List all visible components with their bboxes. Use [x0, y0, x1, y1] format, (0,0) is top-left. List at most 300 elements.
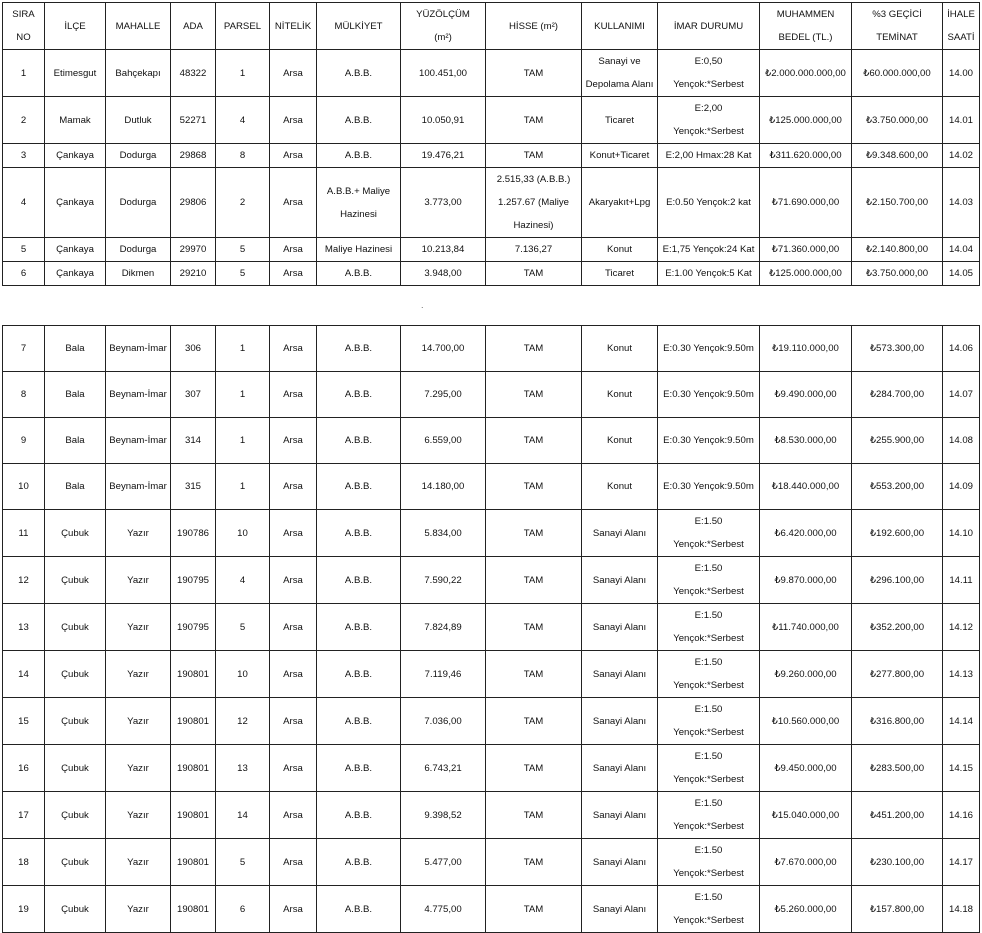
cell-nitelik: Arsa — [270, 745, 317, 792]
cell-hisse: TAM — [486, 698, 582, 745]
header-cell: NİTELİK — [270, 3, 317, 50]
cell-ilce: Çubuk — [45, 698, 106, 745]
cell-ada: 29210 — [171, 262, 216, 286]
cell-saat: 14.16 — [943, 792, 980, 839]
cell-mulkiyet: A.B.B. — [317, 604, 401, 651]
cell-hisse: TAM — [486, 604, 582, 651]
cell-bedel: ₺9.260.000,00 — [760, 651, 852, 698]
cell-nitelik: Arsa — [270, 372, 317, 418]
cell-bedel: ₺18.440.000,00 — [760, 464, 852, 510]
cell-teminat: ₺2.140.800,00 — [852, 238, 943, 262]
separator-dot: . — [421, 300, 424, 310]
cell-imar: E:1.50 Yençok:*Serbest — [658, 792, 760, 839]
cell-ilce: Çankaya — [45, 262, 106, 286]
cell-imar: E:1.50 Yençok:*Serbest — [658, 839, 760, 886]
cell-teminat: ₺60.000.000,00 — [852, 50, 943, 97]
cell-imar: E:1.50 Yençok:*Serbest — [658, 510, 760, 557]
cell-ada: 190801 — [171, 792, 216, 839]
cell-yuzolcum: 4.775,00 — [401, 886, 486, 933]
table-row — [3, 745, 980, 792]
header-cell: %3 GEÇİCİ TEMİNAT — [852, 3, 943, 50]
cell-nitelik: Arsa — [270, 839, 317, 886]
cell-bedel: ₺9.490.000,00 — [760, 372, 852, 418]
cell-hisse: TAM — [486, 839, 582, 886]
cell-bedel: ₺6.420.000,00 — [760, 510, 852, 557]
header-cell: PARSEL — [216, 3, 270, 50]
cell-mahalle: Dutluk — [106, 97, 171, 144]
cell-parsel: 5 — [216, 604, 270, 651]
cell-teminat: ₺316.800,00 — [852, 698, 943, 745]
cell-mahalle: Dodurga — [106, 238, 171, 262]
cell-teminat: ₺451.200,00 — [852, 792, 943, 839]
cell-ada: 190801 — [171, 651, 216, 698]
cell-saat: 14.14 — [943, 698, 980, 745]
cell-saat: 14.17 — [943, 839, 980, 886]
cell-mulkiyet: A.B.B. — [317, 557, 401, 604]
header-cell: MAHALLE — [106, 3, 171, 50]
cell-mahalle: Beynam-İmar — [106, 326, 171, 372]
cell-yuzolcum: 6.559,00 — [401, 418, 486, 464]
auction-table-bottom — [2, 325, 980, 933]
cell-saat: 14.02 — [943, 144, 980, 168]
cell-ilce: Çubuk — [45, 886, 106, 933]
cell-bedel: ₺71.360.000,00 — [760, 238, 852, 262]
header-cell: KULLANIMI — [582, 3, 658, 50]
cell-saat: 14.03 — [943, 168, 980, 238]
cell-mulkiyet: A.B.B.+ Maliye Hazinesi — [317, 168, 401, 238]
cell-parsel: 1 — [216, 50, 270, 97]
cell-hisse: TAM — [486, 262, 582, 286]
cell-imar: E:1.50 Yençok:*Serbest — [658, 745, 760, 792]
cell-sira: 11 — [3, 510, 45, 557]
cell-mahalle: Yazır — [106, 557, 171, 604]
cell-teminat: ₺553.200,00 — [852, 464, 943, 510]
cell-nitelik: Arsa — [270, 557, 317, 604]
cell-nitelik: Arsa — [270, 464, 317, 510]
cell-yuzolcum: 7.824,89 — [401, 604, 486, 651]
cell-ilce: Çubuk — [45, 510, 106, 557]
cell-parsel: 6 — [216, 886, 270, 933]
cell-imar: E:0.30 Yençok:9.50m — [658, 372, 760, 418]
header-cell: SIRA NO — [3, 3, 45, 50]
cell-mahalle: Yazır — [106, 792, 171, 839]
cell-mulkiyet: A.B.B. — [317, 50, 401, 97]
header-cell: HİSSE (m²) — [486, 3, 582, 50]
cell-nitelik: Arsa — [270, 698, 317, 745]
cell-ada: 190801 — [171, 886, 216, 933]
header-cell: MUHAMMEN BEDEL (TL.) — [760, 3, 852, 50]
cell-saat: 14.18 — [943, 886, 980, 933]
table-row — [3, 792, 980, 839]
table-row — [3, 372, 980, 418]
table-row — [3, 326, 980, 372]
cell-mulkiyet: A.B.B. — [317, 745, 401, 792]
cell-sira: 3 — [3, 144, 45, 168]
cell-hisse: TAM — [486, 557, 582, 604]
cell-kullanim: Sanayi Alanı — [582, 839, 658, 886]
cell-bedel: ₺5.260.000,00 — [760, 886, 852, 933]
cell-imar: E:0.30 Yençok:9.50m — [658, 464, 760, 510]
cell-mahalle: Bahçekapı — [106, 50, 171, 97]
cell-bedel: ₺71.690.000,00 — [760, 168, 852, 238]
cell-hisse: TAM — [486, 418, 582, 464]
cell-kullanim: Akaryakıt+Lpg — [582, 168, 658, 238]
cell-nitelik: Arsa — [270, 50, 317, 97]
cell-parsel: 5 — [216, 238, 270, 262]
cell-yuzolcum: 14.700,00 — [401, 326, 486, 372]
cell-hisse: TAM — [486, 144, 582, 168]
cell-teminat: ₺2.150.700,00 — [852, 168, 943, 238]
cell-sira: 5 — [3, 238, 45, 262]
cell-sira: 19 — [3, 886, 45, 933]
cell-kullanim: Sanayi Alanı — [582, 745, 658, 792]
cell-teminat: ₺277.800,00 — [852, 651, 943, 698]
cell-nitelik: Arsa — [270, 886, 317, 933]
cell-parsel: 5 — [216, 262, 270, 286]
cell-ilce: Çankaya — [45, 144, 106, 168]
cell-yuzolcum: 14.180,00 — [401, 464, 486, 510]
cell-teminat: ₺255.900,00 — [852, 418, 943, 464]
cell-kullanim: Ticaret — [582, 262, 658, 286]
cell-bedel: ₺9.870.000,00 — [760, 557, 852, 604]
cell-kullanim: Sanayi Alanı — [582, 886, 658, 933]
cell-ilce: Bala — [45, 372, 106, 418]
cell-kullanim: Ticaret — [582, 97, 658, 144]
cell-ilce: Çankaya — [45, 238, 106, 262]
cell-parsel: 2 — [216, 168, 270, 238]
auction-table-top — [2, 2, 980, 286]
cell-mahalle: Dikmen — [106, 262, 171, 286]
cell-imar: E:1.00 Yençok:5 Kat — [658, 262, 760, 286]
cell-imar: E:2,00 Hmax:28 Kat — [658, 144, 760, 168]
cell-hisse: TAM — [486, 745, 582, 792]
cell-hisse: 7.136,27 — [486, 238, 582, 262]
cell-parsel: 8 — [216, 144, 270, 168]
cell-kullanim: Konut+Ticaret — [582, 144, 658, 168]
cell-mulkiyet: A.B.B. — [317, 144, 401, 168]
cell-yuzolcum: 7.590,22 — [401, 557, 486, 604]
cell-yuzolcum: 10.050,91 — [401, 97, 486, 144]
cell-mulkiyet: Maliye Hazinesi — [317, 238, 401, 262]
cell-nitelik: Arsa — [270, 97, 317, 144]
cell-sira: 10 — [3, 464, 45, 510]
cell-yuzolcum: 5.834,00 — [401, 510, 486, 557]
cell-hisse: TAM — [486, 651, 582, 698]
cell-nitelik: Arsa — [270, 262, 317, 286]
cell-sira: 7 — [3, 326, 45, 372]
cell-saat: 14.01 — [943, 97, 980, 144]
cell-imar: E:1.50 Yençok:*Serbest — [658, 698, 760, 745]
cell-nitelik: Arsa — [270, 792, 317, 839]
header-cell: İMAR DURUMU — [658, 3, 760, 50]
header-row — [3, 3, 980, 50]
cell-mulkiyet: A.B.B. — [317, 326, 401, 372]
cell-mulkiyet: A.B.B. — [317, 886, 401, 933]
cell-yuzolcum: 6.743,21 — [401, 745, 486, 792]
cell-parsel: 12 — [216, 698, 270, 745]
cell-mahalle: Beynam-İmar — [106, 464, 171, 510]
cell-mulkiyet: A.B.B. — [317, 464, 401, 510]
cell-yuzolcum: 3.773,00 — [401, 168, 486, 238]
cell-parsel: 1 — [216, 418, 270, 464]
header-cell: MÜLKİYET — [317, 3, 401, 50]
table-row — [3, 886, 980, 933]
cell-sira: 15 — [3, 698, 45, 745]
cell-nitelik: Arsa — [270, 651, 317, 698]
cell-imar: E:1,75 Yençok:24 Kat — [658, 238, 760, 262]
cell-ilce: Etimesgut — [45, 50, 106, 97]
cell-parsel: 10 — [216, 510, 270, 557]
cell-parsel: 4 — [216, 557, 270, 604]
cell-teminat: ₺296.100,00 — [852, 557, 943, 604]
cell-bedel: ₺125.000.000,00 — [760, 97, 852, 144]
cell-sira: 8 — [3, 372, 45, 418]
cell-teminat: ₺283.500,00 — [852, 745, 943, 792]
cell-teminat: ₺9.348.600,00 — [852, 144, 943, 168]
table-row — [3, 464, 980, 510]
cell-sira: 13 — [3, 604, 45, 651]
header-cell: İHALE SAATİ — [943, 3, 980, 50]
cell-hisse: TAM — [486, 886, 582, 933]
table-row — [3, 839, 980, 886]
table-row — [3, 698, 980, 745]
cell-ada: 29868 — [171, 144, 216, 168]
header-cell: ADA — [171, 3, 216, 50]
cell-mahalle: Beynam-İmar — [106, 418, 171, 464]
cell-mulkiyet: A.B.B. — [317, 651, 401, 698]
cell-hisse: TAM — [486, 326, 582, 372]
cell-mahalle: Yazır — [106, 698, 171, 745]
cell-ada: 190795 — [171, 604, 216, 651]
cell-kullanim: Konut — [582, 464, 658, 510]
cell-parsel: 5 — [216, 839, 270, 886]
cell-saat: 14.13 — [943, 651, 980, 698]
cell-mulkiyet: A.B.B. — [317, 262, 401, 286]
cell-mahalle: Yazır — [106, 886, 171, 933]
cell-ilce: Çubuk — [45, 604, 106, 651]
cell-hisse: TAM — [486, 372, 582, 418]
cell-mulkiyet: A.B.B. — [317, 418, 401, 464]
cell-saat: 14.00 — [943, 50, 980, 97]
cell-yuzolcum: 7.119,46 — [401, 651, 486, 698]
cell-bedel: ₺11.740.000,00 — [760, 604, 852, 651]
cell-mulkiyet: A.B.B. — [317, 510, 401, 557]
cell-sira: 17 — [3, 792, 45, 839]
cell-mahalle: Yazır — [106, 604, 171, 651]
cell-parsel: 13 — [216, 745, 270, 792]
cell-hisse: TAM — [486, 792, 582, 839]
cell-hisse: 2.515,33 (A.B.B.) 1.257.67 (Maliye Hazinesi) — [486, 168, 582, 238]
table-row — [3, 651, 980, 698]
cell-saat: 14.08 — [943, 418, 980, 464]
cell-kullanim: Sanayi Alanı — [582, 651, 658, 698]
cell-sira: 2 — [3, 97, 45, 144]
cell-teminat: ₺352.200,00 — [852, 604, 943, 651]
cell-ada: 190801 — [171, 745, 216, 792]
cell-ilce: Bala — [45, 326, 106, 372]
cell-kullanim: Sanayi Alanı — [582, 698, 658, 745]
cell-mulkiyet: A.B.B. — [317, 372, 401, 418]
cell-imar: E:1.50 Yençok:*Serbest — [658, 651, 760, 698]
cell-mulkiyet: A.B.B. — [317, 97, 401, 144]
cell-saat: 14.12 — [943, 604, 980, 651]
cell-saat: 14.11 — [943, 557, 980, 604]
cell-ilce: Mamak — [45, 97, 106, 144]
cell-mulkiyet: A.B.B. — [317, 698, 401, 745]
cell-saat: 14.05 — [943, 262, 980, 286]
cell-kullanim: Sanayi Alanı — [582, 792, 658, 839]
cell-hisse: TAM — [486, 510, 582, 557]
cell-teminat: ₺3.750.000,00 — [852, 262, 943, 286]
cell-imar: E:0.50 Yençok:2 kat — [658, 168, 760, 238]
cell-ilce: Çubuk — [45, 839, 106, 886]
cell-bedel: ₺9.450.000,00 — [760, 745, 852, 792]
cell-bedel: ₺15.040.000,00 — [760, 792, 852, 839]
header-cell: İLÇE — [45, 3, 106, 50]
cell-sira: 12 — [3, 557, 45, 604]
cell-bedel: ₺8.530.000,00 — [760, 418, 852, 464]
cell-imar: E:1.50 Yençok:*Serbest — [658, 604, 760, 651]
cell-yuzolcum: 3.948,00 — [401, 262, 486, 286]
cell-ilce: Çubuk — [45, 557, 106, 604]
cell-ada: 314 — [171, 418, 216, 464]
cell-yuzolcum: 9.398,52 — [401, 792, 486, 839]
cell-parsel: 14 — [216, 792, 270, 839]
cell-teminat: ₺157.800,00 — [852, 886, 943, 933]
cell-hisse: TAM — [486, 464, 582, 510]
cell-teminat: ₺230.100,00 — [852, 839, 943, 886]
cell-mahalle: Yazır — [106, 651, 171, 698]
cell-kullanim: Konut — [582, 372, 658, 418]
cell-teminat: ₺192.600,00 — [852, 510, 943, 557]
cell-kullanim: Sanayi Alanı — [582, 510, 658, 557]
table-row — [3, 262, 980, 286]
cell-kullanim: Sanayi Alanı — [582, 604, 658, 651]
cell-imar: E:0,50 Yençok:*Serbest — [658, 50, 760, 97]
cell-imar: E:1.50 Yençok:*Serbest — [658, 557, 760, 604]
cell-nitelik: Arsa — [270, 168, 317, 238]
table-row — [3, 510, 980, 557]
cell-teminat: ₺284.700,00 — [852, 372, 943, 418]
cell-sira: 4 — [3, 168, 45, 238]
cell-mulkiyet: A.B.B. — [317, 839, 401, 886]
cell-bedel: ₺19.110.000,00 — [760, 326, 852, 372]
cell-saat: 14.10 — [943, 510, 980, 557]
table-row — [3, 50, 980, 97]
cell-bedel: ₺125.000.000,00 — [760, 262, 852, 286]
cell-parsel: 10 — [216, 651, 270, 698]
table-row — [3, 418, 980, 464]
table-row — [3, 144, 980, 168]
cell-yuzolcum: 100.451,00 — [401, 50, 486, 97]
cell-bedel: ₺10.560.000,00 — [760, 698, 852, 745]
cell-yuzolcum: 5.477,00 — [401, 839, 486, 886]
cell-saat: 14.07 — [943, 372, 980, 418]
cell-ilce: Bala — [45, 464, 106, 510]
cell-ilce: Çubuk — [45, 745, 106, 792]
cell-nitelik: Arsa — [270, 144, 317, 168]
cell-sira: 9 — [3, 418, 45, 464]
cell-hisse: TAM — [486, 50, 582, 97]
cell-ada: 306 — [171, 326, 216, 372]
cell-mulkiyet: A.B.B. — [317, 792, 401, 839]
cell-ada: 29806 — [171, 168, 216, 238]
cell-parsel: 1 — [216, 464, 270, 510]
cell-ada: 48322 — [171, 50, 216, 97]
table-row — [3, 557, 980, 604]
cell-ada: 190801 — [171, 698, 216, 745]
cell-mahalle: Yazır — [106, 745, 171, 792]
cell-imar: E:0.30 Yençok:9.50m — [658, 418, 760, 464]
cell-ilce: Bala — [45, 418, 106, 464]
cell-nitelik: Arsa — [270, 510, 317, 557]
cell-mahalle: Yazır — [106, 510, 171, 557]
cell-mahalle: Beynam-İmar — [106, 372, 171, 418]
cell-sira: 16 — [3, 745, 45, 792]
cell-mahalle: Dodurga — [106, 168, 171, 238]
cell-parsel: 1 — [216, 326, 270, 372]
cell-sira: 1 — [3, 50, 45, 97]
cell-sira: 6 — [3, 262, 45, 286]
cell-saat: 14.09 — [943, 464, 980, 510]
cell-parsel: 1 — [216, 372, 270, 418]
cell-ada: 315 — [171, 464, 216, 510]
cell-kullanim: Konut — [582, 418, 658, 464]
cell-kullanim: Konut — [582, 238, 658, 262]
cell-sira: 14 — [3, 651, 45, 698]
cell-nitelik: Arsa — [270, 604, 317, 651]
cell-yuzolcum: 7.295,00 — [401, 372, 486, 418]
cell-ilce: Çankaya — [45, 168, 106, 238]
table-row — [3, 238, 980, 262]
cell-ilce: Çubuk — [45, 651, 106, 698]
table-row — [3, 168, 980, 238]
cell-kullanim: Sanayi ve Depolama Alanı — [582, 50, 658, 97]
cell-ada: 307 — [171, 372, 216, 418]
cell-parsel: 4 — [216, 97, 270, 144]
cell-ada: 29970 — [171, 238, 216, 262]
cell-saat: 14.15 — [943, 745, 980, 792]
cell-ilce: Çubuk — [45, 792, 106, 839]
cell-nitelik: Arsa — [270, 238, 317, 262]
cell-imar: E:2,00 Yençok:*Serbest — [658, 97, 760, 144]
cell-saat: 14.06 — [943, 326, 980, 372]
cell-mahalle: Yazır — [106, 839, 171, 886]
cell-kullanim: Konut — [582, 326, 658, 372]
table-row — [3, 97, 980, 144]
header-cell: YÜZÖLÇÜM (m²) — [401, 3, 486, 50]
cell-yuzolcum: 10.213,84 — [401, 238, 486, 262]
cell-teminat: ₺573.300,00 — [852, 326, 943, 372]
cell-imar: E:1.50 Yençok:*Serbest — [658, 886, 760, 933]
cell-yuzolcum: 19.476,21 — [401, 144, 486, 168]
cell-ada: 190786 — [171, 510, 216, 557]
cell-nitelik: Arsa — [270, 326, 317, 372]
table-row — [3, 604, 980, 651]
cell-kullanim: Sanayi Alanı — [582, 557, 658, 604]
cell-bedel: ₺7.670.000,00 — [760, 839, 852, 886]
cell-saat: 14.04 — [943, 238, 980, 262]
cell-bedel: ₺2.000.000.000,00 — [760, 50, 852, 97]
cell-sira: 18 — [3, 839, 45, 886]
cell-imar: E:0.30 Yençok:9.50m — [658, 326, 760, 372]
cell-ada: 190795 — [171, 557, 216, 604]
cell-bedel: ₺311.620.000,00 — [760, 144, 852, 168]
cell-ada: 190801 — [171, 839, 216, 886]
cell-mahalle: Dodurga — [106, 144, 171, 168]
cell-teminat: ₺3.750.000,00 — [852, 97, 943, 144]
cell-yuzolcum: 7.036,00 — [401, 698, 486, 745]
